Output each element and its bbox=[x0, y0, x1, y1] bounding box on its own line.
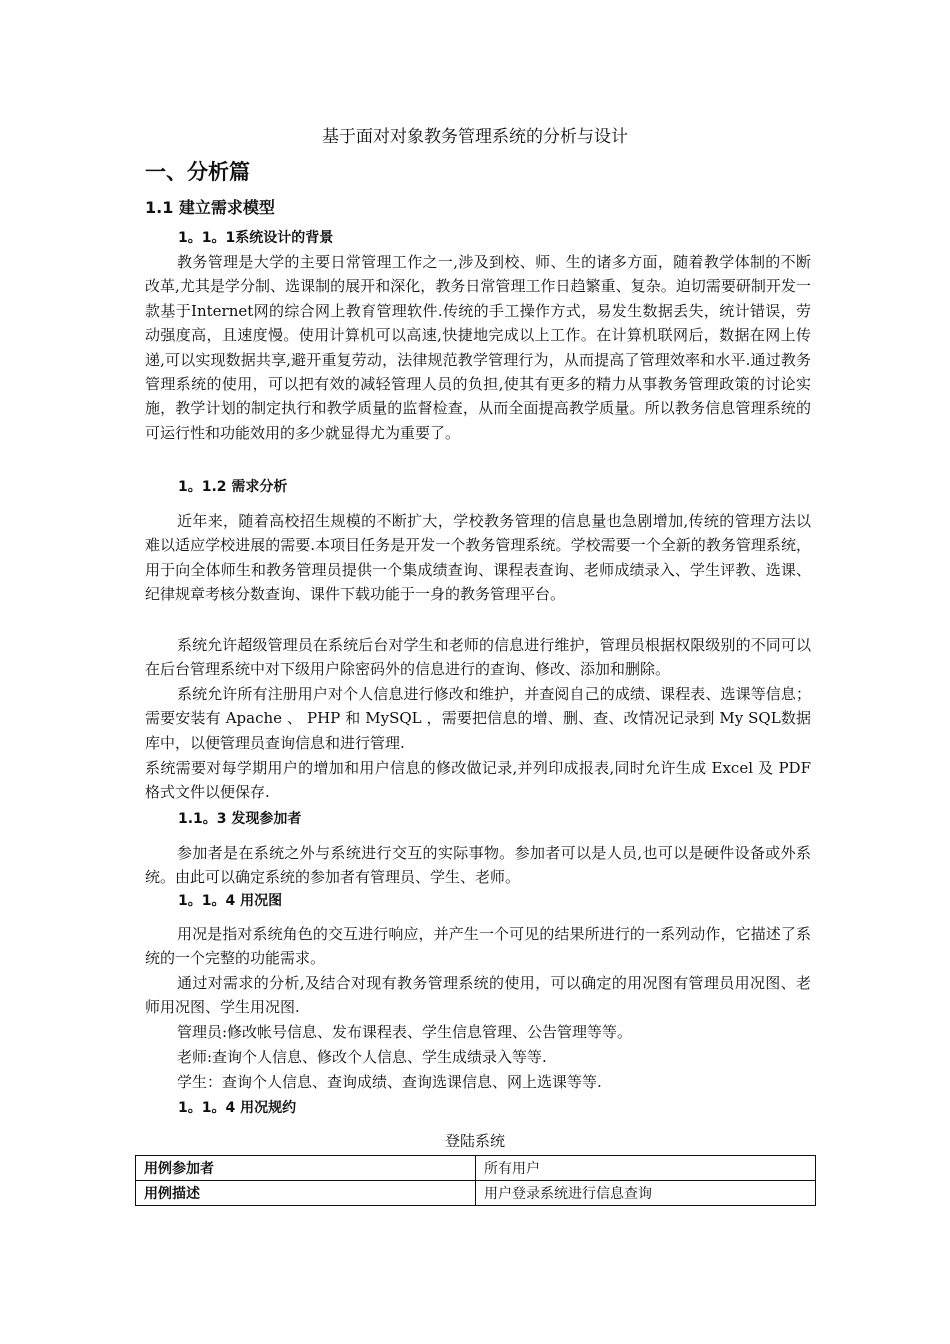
subsection-heading-usecase-spec: 1。1。4 用况规约 bbox=[178, 1100, 297, 1116]
actors-paragraph: 参加者是在系统之外与系统进行交互的实际事物。参加者可以是人员,也可以是硬件设备或外系统。由此可以确定系统的参加者有管理员、学生、老师。 bbox=[145, 844, 811, 887]
section-heading: 1.1 建立需求模型 bbox=[145, 198, 275, 217]
subsection-heading-actors: 1.1。3 发现参加者 bbox=[178, 811, 302, 827]
usecase-teacher-line: 老师:查询个人信息、修改个人信息、学生成绩录入等等. bbox=[177, 1048, 547, 1066]
requirements-paragraph-2: 系统允许超级管理员在系统后台对学生和老师的信息进行维护，管理员根据权限级别的不同可以在后台管理系统中对下级用户除密码外的信息进行的查询、修改、添加和删除。 bbox=[145, 636, 811, 679]
requirements-paragraph-3: 系统允许所有注册用户对个人信息进行修改和维护，并查阅自己的成绩、课程表、选课等信息；需要安装有 Apache 、 PHP 和 MySQL ，需要把信息的增、删、查、改情况记录到 My SQL数据库中，以便管理员查询信息和进行管理. bbox=[145, 685, 811, 752]
requirements-paragraph-4: 系统需要对每学期用户的增加和用户信息的修改做记录,并列印成报表,同时允许生成 Excel 及 PDF格式文件以便保存. bbox=[145, 759, 811, 802]
requirements-paragraph-1: 近年来，随着高校招生规模的不断扩大，学校教务管理的信息量也急剧增加,传统的管理方法以难以适应学校进展的需要.本项目任务是开发一个教务管理系统。学校需要一个全新的教务管理系统，用于向全体师生和教务管理员提供一个集成绩查询、课程表查询、老师成绩录入、学生评教、选课、纪律规章考核分数查询、课件下载功能于一身的教务管理平台。 bbox=[145, 512, 811, 604]
background-paragraph: 教务管理是大学的主要日常管理工作之一,涉及到校、师、生的诸多方面，随着教学体制的不断改革,尤其是学分制、选课制的展开和深化，教务日常管理工作日趋繁重、复杂。迫切需要研制开发一款基于Internet网的综合网上教育管理软件.传统的手工操作方式，易发生数据丢失，统计错误，劳动强度高，且速度慢。使用计算机可以高速,快捷地完成以上工作。在计算机联网后，数据在网上传递,可以实现数据共享,避开重复劳动，法律规范教学管理行为，从而提高了管理效率和水平.通过教务管理系统的使用，可以把有效的减轻管理人员的负担,使其有更多的精力从事教务管理政策的讨论实施，教学计划的制定执行和教学质量的监督检查，从而全面提高教学质量。所以教务信息管理系统的可运行性和功能效用的多少就显得尤为重要了。 bbox=[145, 253, 811, 442]
table-row bbox=[136, 1181, 816, 1206]
usecase-student-line: 学生：查询个人信息、查询成绩、查询选课信息、网上选课等等. bbox=[177, 1073, 602, 1091]
table-value-cell: 用户登录系统进行信息查询 bbox=[476, 1181, 816, 1206]
table-key-cell: 用例参加者 bbox=[136, 1156, 476, 1181]
usecase-paragraph-2: 通过对需求的分析,及结合对现有教务管理系统的使用，可以确定的用况图有管理员用况图、老师用况图、学生用况图. bbox=[145, 974, 811, 1017]
table-value-cell: 所有用户 bbox=[476, 1156, 816, 1181]
table-key-cell: 用例描述 bbox=[136, 1181, 476, 1206]
document-title: 基于面对对象教务管理系统的分析与设计 bbox=[322, 127, 628, 147]
subsection-heading-usecase-diagram: 1。1。4 用况图 bbox=[178, 893, 283, 909]
subsection-heading-requirements: 1。1.2 需求分析 bbox=[178, 479, 288, 495]
table-row bbox=[136, 1156, 816, 1181]
usecase-table bbox=[135, 1155, 816, 1206]
usecase-paragraph-1: 用况是指对系统角色的交互进行响应，并产生一个可见的结果所进行的一系列动作，它描述了系统的一个完整的功能需求。 bbox=[145, 925, 811, 968]
subsection-heading-background: 1。1。1系统设计的背景 bbox=[178, 230, 334, 246]
usecase-admin-line: 管理员:修改帐号信息、发布课程表、学生信息管理、公告管理等等。 bbox=[177, 1023, 633, 1041]
table-caption: 登陆系统 bbox=[444, 1132, 505, 1150]
chapter-heading: 一、分析篇 bbox=[145, 160, 250, 184]
